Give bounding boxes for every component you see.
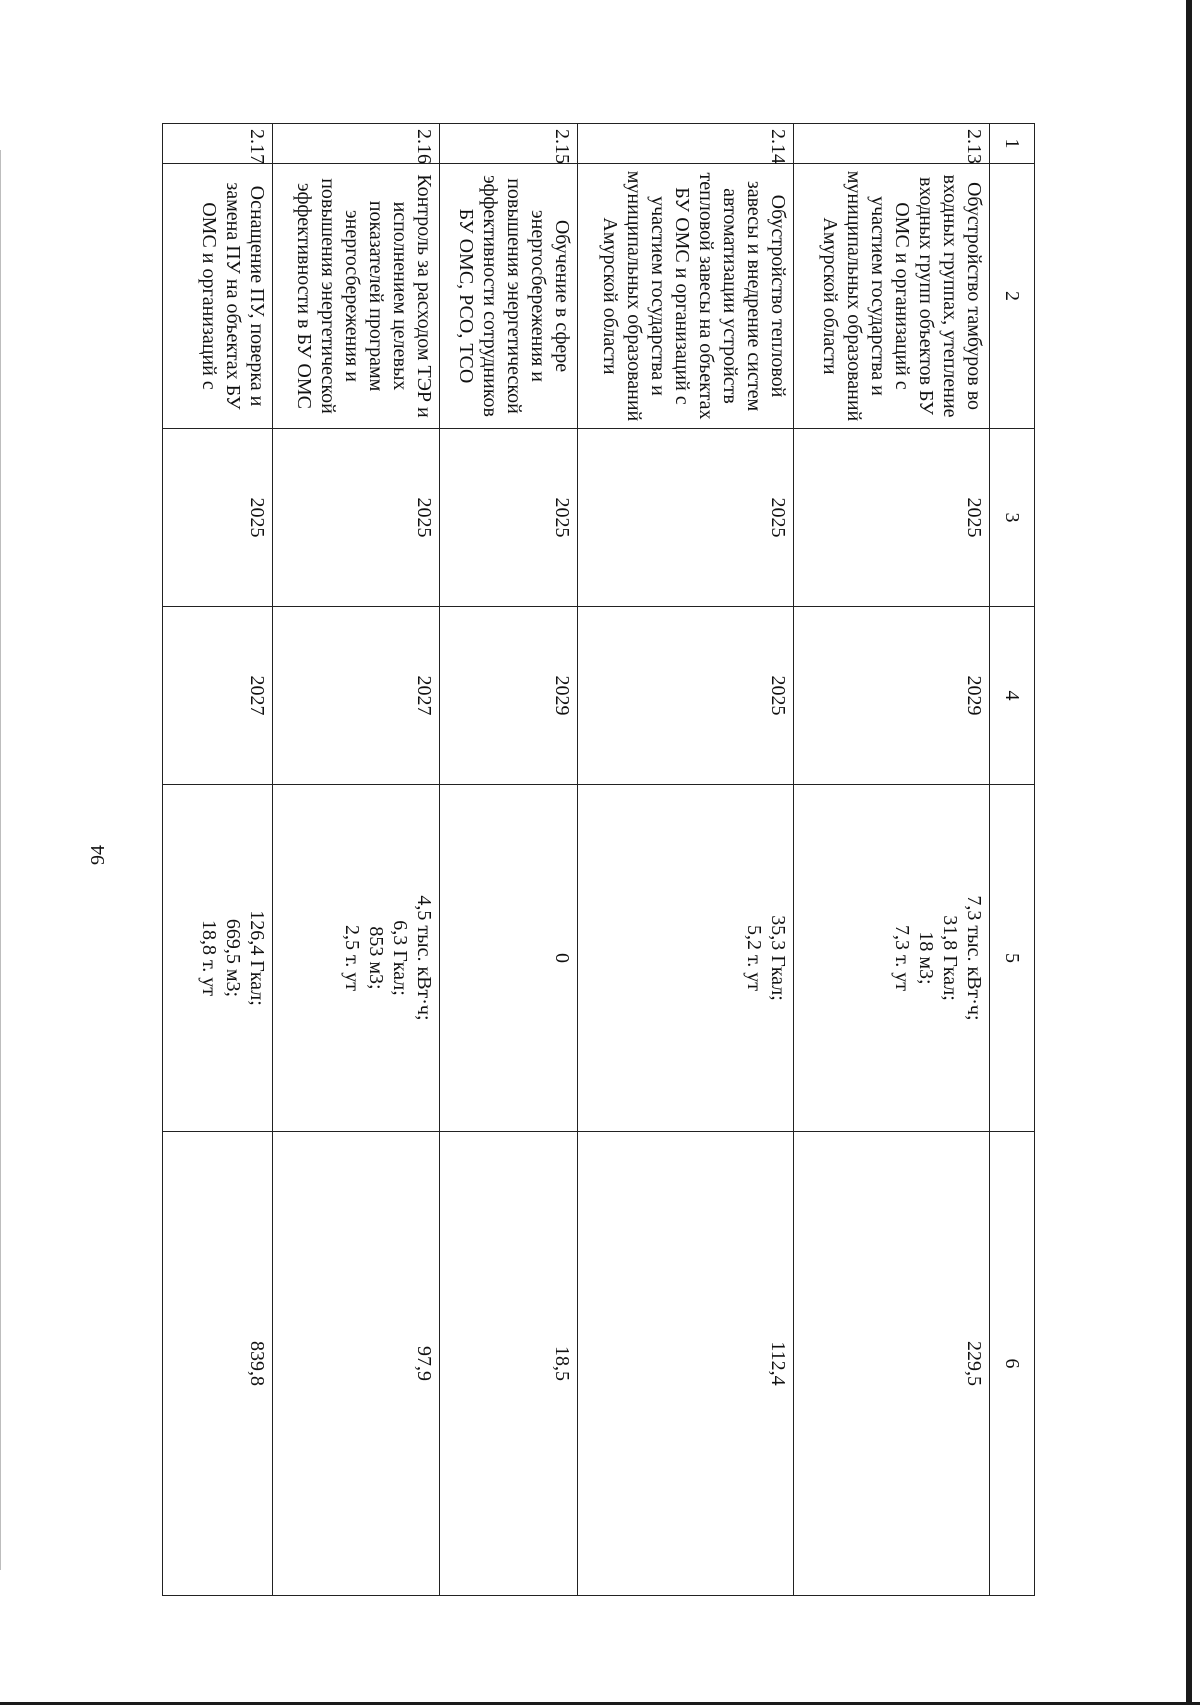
table-row [273, 124, 440, 1596]
end-year: 2029 [794, 607, 990, 785]
header-col-4: 4 [990, 607, 1035, 785]
savings-effect: 35,3 Гкал; 5,2 т. ут [578, 785, 794, 1132]
start-year: 2025 [273, 429, 440, 607]
cost-value: 18,5 [440, 1132, 578, 1596]
measures-table [162, 123, 1035, 1596]
table-row [794, 124, 990, 1596]
scan-edge-right [1186, 0, 1192, 1705]
row-number: 2.16 [273, 124, 440, 164]
end-year: 2025 [578, 607, 794, 785]
end-year: 2027 [273, 607, 440, 785]
start-year: 2025 [163, 429, 273, 607]
cost-value: 112,4 [578, 1132, 794, 1596]
start-year: 2025 [440, 429, 578, 607]
measure-description: Оснащение ПУ, поверка и замена ПУ на объектах БУ ОМС и организаций с [163, 164, 273, 429]
table-row [163, 124, 273, 1596]
savings-effect: 4,5 тыс. кВт·ч; 6,3 Гкал; 853 м3; 2,5 т. ут [273, 785, 440, 1132]
cost-value: 229,5 [794, 1132, 990, 1596]
rotated-table-container [167, 123, 1035, 1595]
savings-effect: 126,4 Гкал; 669,5 м3; 18,8 т. ут [163, 785, 273, 1132]
table-row [440, 124, 578, 1596]
cost-value: 839,8 [163, 1132, 273, 1596]
start-year: 2025 [578, 429, 794, 607]
header-col-1: 1 [990, 124, 1035, 164]
end-year: 2029 [440, 607, 578, 785]
cost-value: 97,9 [273, 1132, 440, 1596]
measure-description: Обустройство тепловой завесы и внедрение систем автоматизации устройств тепловой завесы на объектах БУ ОМС и организаций с участием государства и муниципальных образований Амурской области [578, 164, 794, 429]
row-number: 2.17 [163, 124, 273, 164]
row-number: 2.15 [440, 124, 578, 164]
header-col-6: 6 [990, 1132, 1035, 1596]
scan-edge-left [0, 150, 1, 1570]
table-row [578, 124, 794, 1596]
row-number: 2.13 [794, 124, 990, 164]
savings-effect: 0 [440, 785, 578, 1132]
measure-description: Обустройство тамбуров во входных группах, утепление входных групп объектов БУ ОМС и организаций с участием государства и муниципальных образований Амурской области [794, 164, 990, 429]
measure-description: Обучение в сфере энергосбережения и повышения энергетической эффективности сотрудников БУ ОМС, РСО, ТСО [440, 164, 578, 429]
header-col-3: 3 [990, 429, 1035, 607]
header-col-2: 2 [990, 164, 1035, 429]
start-year: 2025 [794, 429, 990, 607]
header-col-5: 5 [990, 785, 1035, 1132]
row-number: 2.14 [578, 124, 794, 164]
end-year: 2027 [163, 607, 273, 785]
page-number: 94 [87, 845, 109, 865]
measure-description: Контроль за расходом ТЭР и исполнением целевых показателей программ энергосбережения и повышения энергетической эффективности в БУ ОМС [273, 164, 440, 429]
header-row [990, 124, 1035, 1596]
savings-effect: 7,3 тыс. кВт·ч; 31,8 Гкал; 18 м3; 7,3 т. ут [794, 785, 990, 1132]
